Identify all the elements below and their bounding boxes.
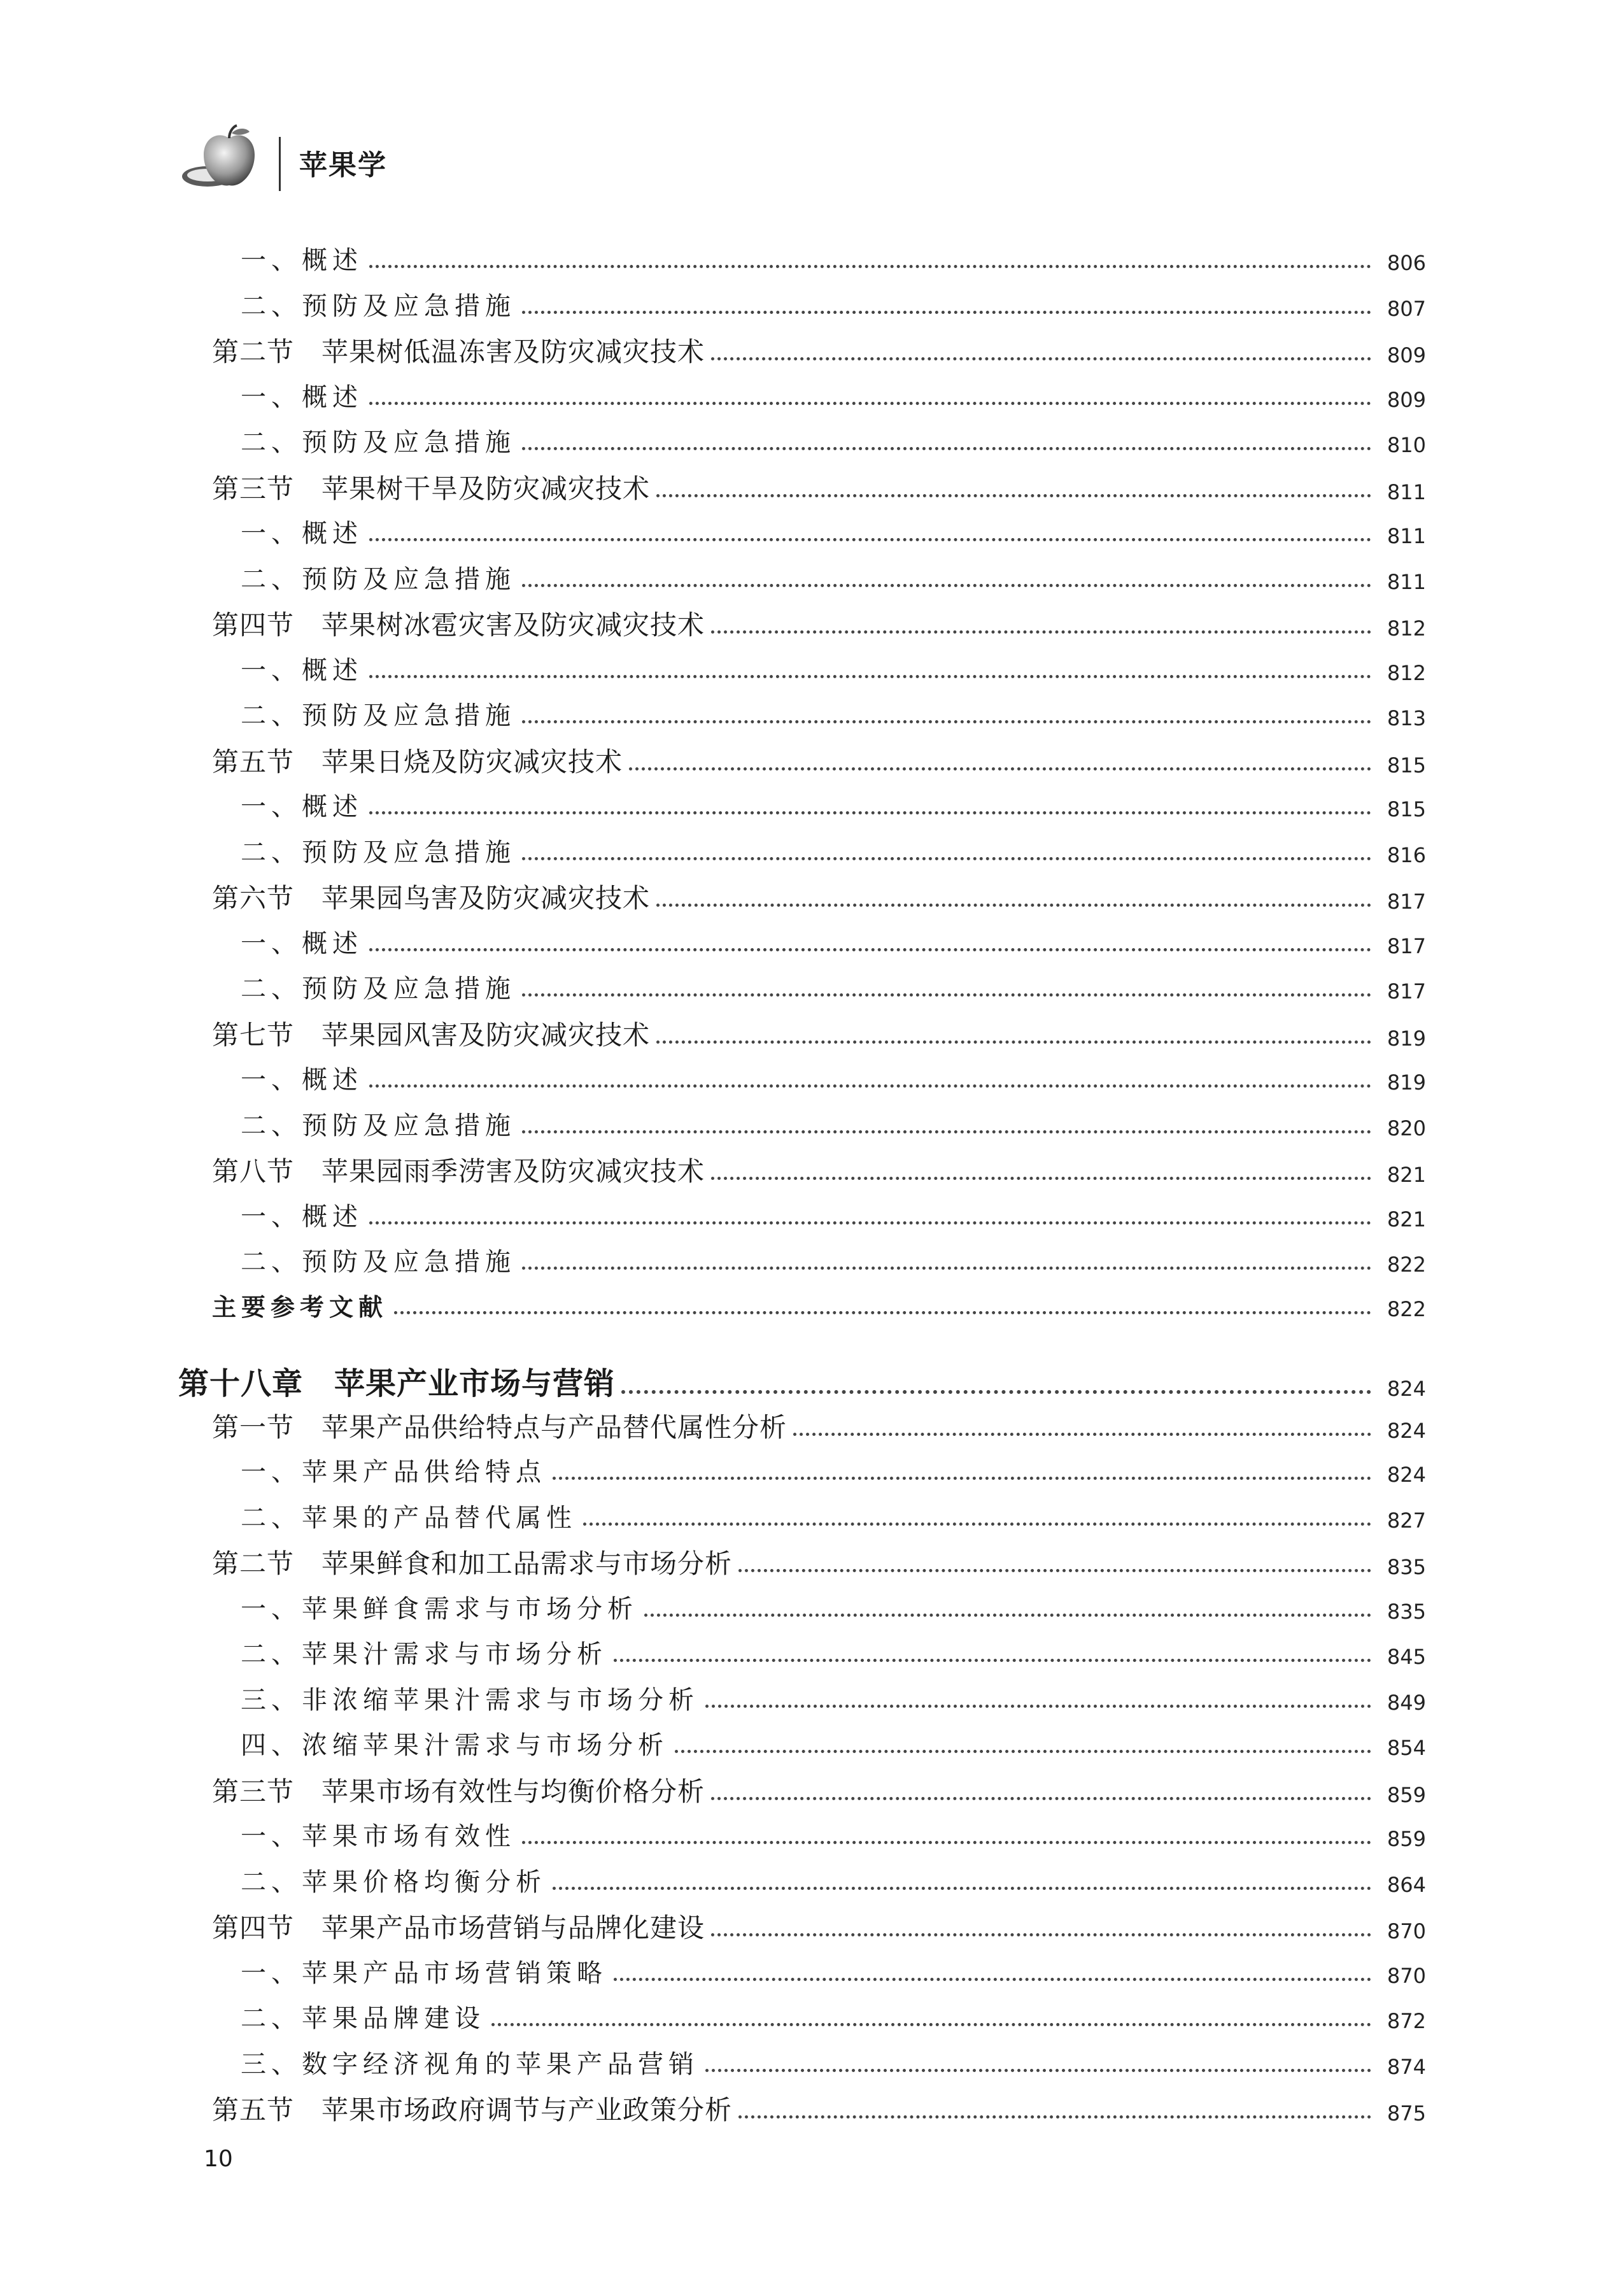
toc-page-number: 821 xyxy=(1387,1163,1426,1187)
toc-page-number: 810 xyxy=(1387,433,1426,457)
toc-title: 一、概述 xyxy=(241,382,363,412)
toc-title: 二、苹果价格均衡分析 xyxy=(241,1867,546,1897)
toc-title: 第七节 苹果园风害及防灾减灾技术 xyxy=(212,1019,651,1051)
toc-title: 二、预防及应急措施 xyxy=(241,428,516,457)
toc-page-number: 864 xyxy=(1387,1872,1426,1897)
toc-section[interactable] xyxy=(212,885,1426,912)
toc-page-number: 817 xyxy=(1387,890,1426,914)
dot-leader xyxy=(394,1311,1371,1314)
toc-title: 二、预防及应急措施 xyxy=(241,1247,516,1277)
toc-title: 一、苹果产品市场营销策略 xyxy=(241,1958,607,1988)
toc-section[interactable] xyxy=(212,1548,1426,1579)
toc-title: 一、苹果市场有效性 xyxy=(241,1822,516,1851)
toc-page-number: 835 xyxy=(1387,1555,1426,1579)
toc-page-number: 815 xyxy=(1387,797,1426,821)
toc-page-number: 809 xyxy=(1387,387,1426,412)
toc-item[interactable] xyxy=(241,1824,1426,1849)
toc-title: 一、概述 xyxy=(241,655,363,685)
dot-leader xyxy=(369,1221,1371,1225)
toc-title: 二、预防及应急措施 xyxy=(241,1111,516,1140)
toc-title: 第二节 苹果鲜食和加工品需求与市场分析 xyxy=(212,1548,733,1579)
dot-leader xyxy=(583,1523,1371,1526)
toc-page-number: 806 xyxy=(1387,251,1426,275)
dot-leader xyxy=(656,1040,1371,1044)
dot-leader xyxy=(522,1267,1371,1270)
toc-title: 第四节 苹果树冰雹灾害及防灾减灾技术 xyxy=(212,609,705,641)
toc-item[interactable] xyxy=(241,655,1426,685)
dot-leader xyxy=(738,2115,1371,2119)
toc-title: 四、浓缩苹果汁需求与市场分析 xyxy=(241,1731,668,1760)
dot-leader xyxy=(629,767,1371,770)
toc-page-number: 824 xyxy=(1387,1463,1426,1487)
toc-section[interactable] xyxy=(212,1019,1426,1051)
dot-leader xyxy=(369,402,1371,405)
toc-item[interactable] xyxy=(241,1067,1426,1093)
toc-page-number: 807 xyxy=(1387,296,1426,321)
dot-leader xyxy=(705,1705,1371,1708)
toc-page-number: 809 xyxy=(1387,343,1426,367)
toc-title: 第十八章 苹果产业市场与营销 xyxy=(178,1366,616,1402)
toc-page-number: 819 xyxy=(1387,1026,1426,1051)
dot-leader xyxy=(656,904,1371,907)
toc-item[interactable] xyxy=(241,1687,1426,1713)
toc-item[interactable] xyxy=(241,1596,1426,1622)
toc-page-number: 816 xyxy=(1387,842,1426,867)
toc-page-number: 813 xyxy=(1387,706,1426,730)
toc-page-number: 845 xyxy=(1387,1645,1426,1669)
page-number: 10 xyxy=(204,2146,233,2172)
toc-references[interactable] xyxy=(212,1292,1426,1321)
dot-leader xyxy=(656,494,1371,497)
toc-page-number: 827 xyxy=(1387,1508,1426,1533)
toc-title: 一、概述 xyxy=(241,246,363,275)
dot-leader xyxy=(369,265,1371,268)
toc-page-number: 811 xyxy=(1387,569,1426,594)
toc-item[interactable] xyxy=(241,2049,1426,2079)
toc-item[interactable] xyxy=(241,1867,1426,1897)
book-title: 苹果学 xyxy=(299,149,387,181)
toc-section[interactable] xyxy=(212,746,1426,777)
toc-title: 主要参考文献 xyxy=(212,1292,388,1321)
toc-title: 第一节 苹果产品供给特点与产品替代属性分析 xyxy=(212,1411,787,1443)
dot-leader xyxy=(522,584,1371,587)
dot-leader xyxy=(711,1933,1371,1936)
toc-page-number: 811 xyxy=(1387,479,1426,504)
dot-leader xyxy=(738,1569,1371,1572)
toc-title: 一、概述 xyxy=(241,519,363,548)
dot-leader xyxy=(553,1887,1371,1890)
dot-leader xyxy=(644,1614,1371,1617)
toc-item[interactable] xyxy=(241,1733,1426,1758)
dot-leader xyxy=(369,675,1371,678)
dot-leader xyxy=(369,948,1371,951)
toc-title: 第六节 苹果园鸟害及防灾减灾技术 xyxy=(212,883,651,914)
toc-title: 第五节 苹果市场政府调节与产业政策分析 xyxy=(212,2094,733,2126)
toc-item[interactable] xyxy=(241,248,1426,273)
dot-leader xyxy=(491,2023,1371,2026)
toc-title: 三、数字经济视角的苹果产品营销 xyxy=(241,2049,699,2079)
toc-page-number: 811 xyxy=(1387,524,1426,548)
dot-leader xyxy=(711,357,1371,360)
dot-leader xyxy=(369,811,1371,814)
dot-leader xyxy=(621,1390,1371,1394)
toc-title: 二、苹果的产品替代属性 xyxy=(241,1503,577,1533)
toc-title: 一、概述 xyxy=(241,1202,363,1232)
toc-page-number: 875 xyxy=(1387,2101,1426,2126)
dot-leader xyxy=(711,1797,1371,1800)
toc-section[interactable] xyxy=(212,472,1426,504)
toc-item[interactable] xyxy=(241,794,1426,820)
toc-item[interactable] xyxy=(241,564,1426,594)
toc-chapter[interactable] xyxy=(178,1366,1426,1402)
dot-leader xyxy=(522,993,1371,997)
toc-page-number: 874 xyxy=(1387,2054,1426,2079)
toc-title: 一、苹果产品供给特点 xyxy=(241,1458,546,1487)
toc-page-number: 820 xyxy=(1387,1116,1426,1140)
toc-page-number: 822 xyxy=(1387,1253,1426,1277)
toc-section[interactable] xyxy=(212,1411,1426,1443)
toc-page-number: 859 xyxy=(1387,1782,1426,1807)
toc-page-number: 812 xyxy=(1387,616,1426,641)
dot-leader xyxy=(369,538,1371,541)
toc-section[interactable] xyxy=(212,1775,1426,1807)
toc-item[interactable] xyxy=(241,928,1426,958)
dot-leader xyxy=(522,447,1371,450)
dot-leader xyxy=(614,1978,1371,1981)
dot-leader xyxy=(705,2069,1371,2072)
toc-page-number: 817 xyxy=(1387,979,1426,1004)
toc-item[interactable] xyxy=(241,430,1426,455)
toc-title: 第八节 苹果园雨季涝害及防灾减灾技术 xyxy=(212,1156,705,1187)
toc-page-number: 817 xyxy=(1387,934,1426,958)
toc-item[interactable] xyxy=(241,1113,1426,1139)
toc-title: 第四节 苹果产品市场营销与品牌化建设 xyxy=(212,1912,705,1943)
toc-title: 三、非浓缩苹果汁需求与市场分析 xyxy=(241,1685,699,1715)
toc-section[interactable] xyxy=(212,1912,1426,1943)
dot-leader xyxy=(675,1750,1371,1753)
toc-page-number: 824 xyxy=(1387,1418,1426,1443)
dot-leader xyxy=(522,311,1371,314)
toc-page-number: 822 xyxy=(1387,1296,1426,1321)
toc-section[interactable] xyxy=(212,609,1426,641)
toc-page-number: 859 xyxy=(1387,1827,1426,1851)
dot-leader xyxy=(711,630,1371,634)
toc-page-number: 849 xyxy=(1387,1690,1426,1715)
toc-page-number: 870 xyxy=(1387,1919,1426,1943)
toc-section[interactable] xyxy=(212,2094,1426,2126)
dot-leader xyxy=(793,1433,1371,1436)
dot-leader xyxy=(522,857,1371,860)
toc-item[interactable] xyxy=(241,703,1426,728)
toc-item[interactable] xyxy=(241,1249,1426,1275)
dot-leader xyxy=(711,1177,1371,1180)
toc-title: 二、预防及应急措施 xyxy=(241,701,516,730)
toc-item[interactable] xyxy=(241,1505,1426,1531)
toc-page-number: 870 xyxy=(1387,1963,1426,1988)
toc-item[interactable] xyxy=(241,1459,1426,1485)
toc-page-number: 824 xyxy=(1387,1377,1426,1401)
toc-page-number: 812 xyxy=(1387,660,1426,685)
toc-item[interactable] xyxy=(241,291,1426,321)
toc-title: 一、概述 xyxy=(241,928,363,958)
toc-section[interactable] xyxy=(212,1158,1426,1185)
toc-item[interactable] xyxy=(241,1204,1426,1230)
toc-title: 二、苹果品牌建设 xyxy=(241,2004,485,2033)
toc-page-number: 819 xyxy=(1387,1070,1426,1095)
toc-title: 一、概述 xyxy=(241,792,363,821)
dot-leader xyxy=(553,1477,1371,1480)
toc-item[interactable] xyxy=(241,1642,1426,1667)
dot-leader xyxy=(522,720,1371,723)
dot-leader xyxy=(614,1659,1371,1662)
toc-page-number: 854 xyxy=(1387,1736,1426,1760)
toc-section[interactable] xyxy=(212,336,1426,367)
toc-title: 二、预防及应急措施 xyxy=(241,564,516,594)
toc-item[interactable] xyxy=(241,382,1426,412)
toc-item[interactable] xyxy=(241,521,1426,546)
dot-leader xyxy=(369,1084,1371,1088)
toc-title: 一、概述 xyxy=(241,1065,363,1095)
toc-page-number: 815 xyxy=(1387,753,1426,777)
toc-title: 第二节 苹果树低温冻害及防灾减灾技术 xyxy=(212,336,705,367)
toc-title: 第三节 苹果市场有效性与均衡价格分析 xyxy=(212,1775,705,1807)
toc-page-number: 835 xyxy=(1387,1599,1426,1624)
toc-item[interactable] xyxy=(241,1958,1426,1988)
dot-leader xyxy=(522,1841,1371,1844)
dot-leader xyxy=(522,1130,1371,1133)
toc-item[interactable] xyxy=(241,2006,1426,2031)
toc-title: 二、预防及应急措施 xyxy=(241,974,516,1004)
toc-item[interactable] xyxy=(241,837,1426,867)
toc-title: 第五节 苹果日烧及防灾减灾技术 xyxy=(212,746,623,777)
toc-title: 二、预防及应急措施 xyxy=(241,837,516,867)
toc-title: 一、苹果鲜食需求与市场分析 xyxy=(241,1594,638,1624)
toc-page-number: 872 xyxy=(1387,2009,1426,2033)
toc-item[interactable] xyxy=(241,976,1426,1002)
toc-page-number: 821 xyxy=(1387,1207,1426,1232)
toc-title: 第三节 苹果树干旱及防灾减灾技术 xyxy=(212,472,651,504)
toc-title: 二、预防及应急措施 xyxy=(241,291,516,321)
toc-title: 二、苹果汁需求与市场分析 xyxy=(241,1640,607,1669)
